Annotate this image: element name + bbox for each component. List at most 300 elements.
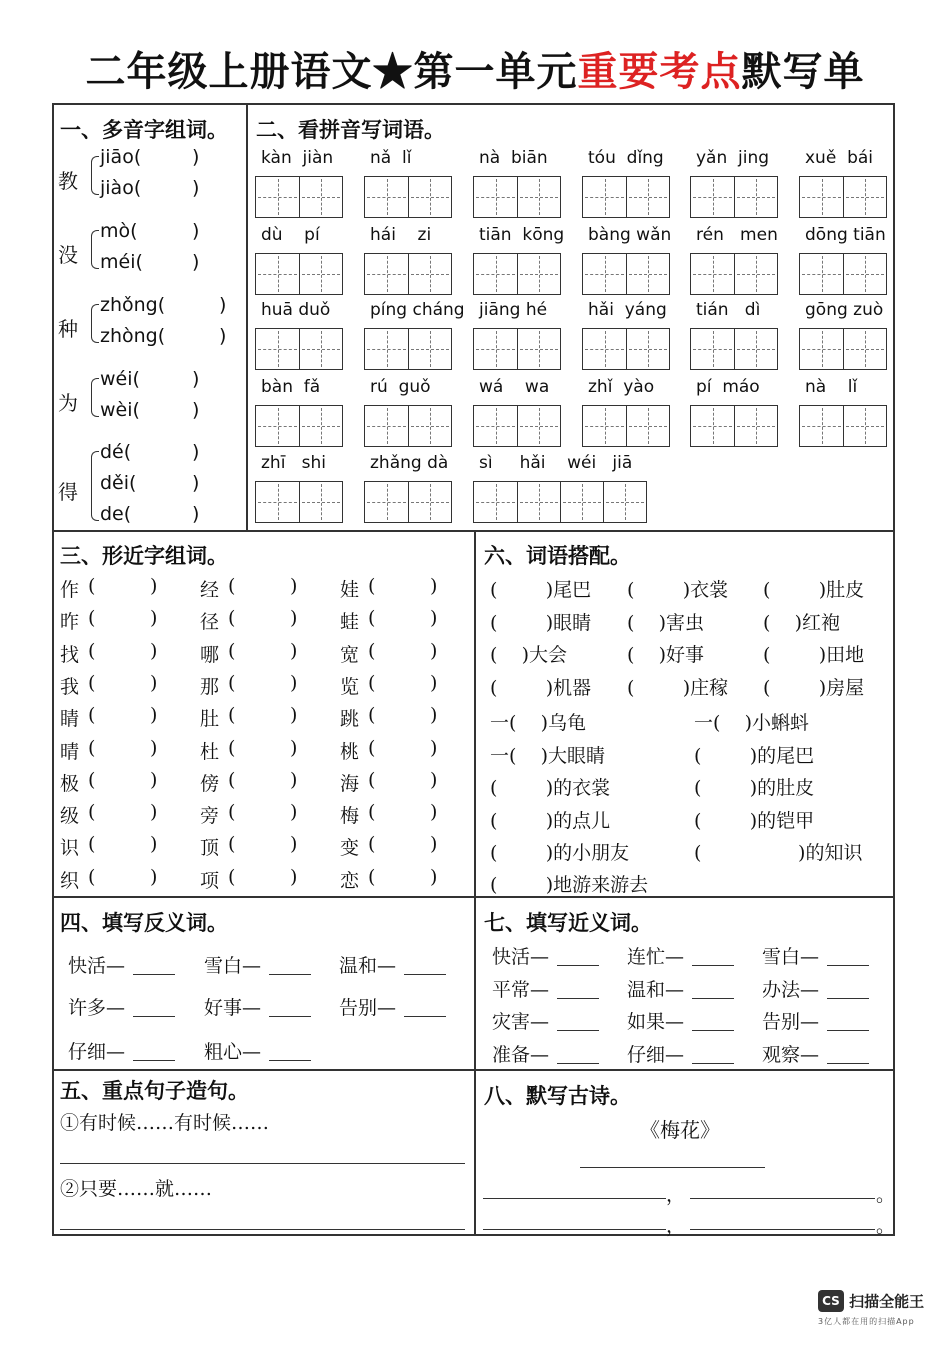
- paren-close: ): [430, 575, 438, 597]
- grid-cell[interactable]: [517, 254, 560, 294]
- synonym-word: 雪白—: [762, 946, 820, 968]
- grid-cell[interactable]: [256, 254, 299, 294]
- writing-grid[interactable]: [473, 481, 647, 523]
- paren-open: (: [228, 801, 236, 824]
- grid-cell[interactable]: [474, 406, 517, 446]
- similar-char: 织: [60, 869, 80, 892]
- paren-open: (: [228, 671, 236, 694]
- antonym-word: 告别—: [339, 997, 397, 1019]
- watermark-subtitle: 3亿人都在用的扫描App: [818, 1317, 915, 1326]
- grid-cell[interactable]: [299, 406, 342, 446]
- paren-open: (: [228, 704, 236, 727]
- antonym-word: 温和—: [339, 955, 397, 977]
- paren-open: (: [368, 575, 376, 597]
- paren-open: (: [228, 736, 236, 759]
- similar-char: 找: [60, 643, 80, 666]
- divider: [474, 530, 476, 1235]
- similar-char: 旁: [200, 805, 220, 828]
- grid-cell[interactable]: [517, 406, 560, 446]
- reading-close: ): [192, 220, 200, 242]
- grid-cell[interactable]: [800, 329, 843, 369]
- grid-cell[interactable]: [474, 177, 517, 217]
- match-item: ( )的小朋友: [490, 842, 630, 864]
- paren-open: (: [228, 639, 236, 662]
- similar-char: 杜: [200, 740, 220, 763]
- pinyin-label: kàn jiàn: [261, 148, 334, 168]
- synonym-word: 温和—: [627, 978, 685, 1001]
- antonym-blank[interactable]: [269, 974, 311, 975]
- writing-grid[interactable]: [799, 405, 887, 447]
- synonym-blank[interactable]: [692, 965, 734, 966]
- reading-label: jiāo(: [100, 146, 142, 168]
- pinyin-label: huā duǒ: [261, 300, 331, 320]
- antonym-blank[interactable]: [269, 1016, 311, 1017]
- scanner-watermark: [818, 1290, 924, 1327]
- antonym-blank[interactable]: [269, 1060, 311, 1061]
- divider: [246, 105, 248, 530]
- paren-close: ): [430, 607, 438, 630]
- grid-cell[interactable]: [691, 177, 734, 217]
- similar-char: 项: [200, 869, 220, 892]
- paren-close: ): [290, 671, 298, 694]
- pinyin-label: tóu dǐng: [588, 148, 664, 168]
- paren-open: (: [228, 865, 236, 888]
- grid-cell[interactable]: [517, 329, 560, 369]
- pinyin-label: tián dì: [696, 300, 761, 320]
- grid-cell[interactable]: [365, 482, 408, 522]
- antonym-blank[interactable]: [133, 974, 175, 975]
- match-item: 一( )小蝌蚪: [694, 712, 809, 734]
- grid-cell[interactable]: [299, 254, 342, 294]
- writing-grid[interactable]: [690, 176, 778, 218]
- grid-cell[interactable]: [408, 329, 451, 369]
- writing-grid[interactable]: [255, 176, 343, 218]
- pinyin-label: pí máo: [696, 377, 760, 397]
- synonym-blank[interactable]: [827, 1030, 869, 1031]
- poem-title: 《梅花》: [640, 1118, 720, 1142]
- grid-cell[interactable]: [517, 177, 560, 217]
- paren-open: (: [368, 736, 376, 759]
- pinyin-label: bàng wǎn: [588, 225, 672, 245]
- grid-cell[interactable]: [299, 329, 342, 369]
- pinyin-label: rén men: [696, 225, 778, 245]
- paren-open: (: [88, 768, 96, 791]
- section-heading: 六、词语搭配。: [484, 543, 631, 568]
- grid-cell[interactable]: [256, 329, 299, 369]
- section-heading: 一、多音字组词。: [60, 117, 228, 142]
- synonym-blank[interactable]: [827, 998, 869, 999]
- paren-close: ): [290, 865, 298, 888]
- poem-period: 。: [876, 1184, 896, 1206]
- pinyin-label: tiān kōng: [479, 225, 565, 245]
- paren-open: (: [368, 671, 376, 694]
- reading-close: ): [219, 325, 227, 347]
- divider: [54, 1069, 894, 1071]
- brace-icon: [91, 304, 99, 343]
- poem-line[interactable]: [580, 1167, 765, 1168]
- grid-cell[interactable]: [408, 254, 451, 294]
- reading-label: de(: [100, 503, 132, 525]
- antonym-blank[interactable]: [404, 974, 446, 975]
- match-item: ( )害虫: [627, 611, 704, 634]
- similar-char: 宽: [340, 643, 360, 666]
- reading-close: ): [192, 146, 200, 168]
- paren-close: ): [150, 768, 158, 791]
- section-heading: 七、填写近义词。: [484, 910, 652, 935]
- reading-close: ): [192, 399, 200, 421]
- polyphone-char: 教: [58, 169, 78, 193]
- pinyin-label: zhī shi: [261, 453, 326, 473]
- writing-grid[interactable]: [473, 405, 561, 447]
- divider: [54, 896, 894, 898]
- paren-close: ): [150, 639, 158, 662]
- writing-grid[interactable]: [582, 328, 670, 370]
- grid-cell[interactable]: [256, 406, 299, 446]
- match-item: ( )红袍: [763, 611, 840, 634]
- poem-line[interactable]: [690, 1229, 875, 1230]
- page-title: 二年级上册语文★第一单元重要考点默写单: [85, 48, 865, 95]
- section-heading: 四、填写反义词。: [60, 910, 228, 935]
- writing-grid[interactable]: [364, 253, 452, 295]
- paren-close: ): [290, 833, 298, 856]
- match-item: 一( )乌龟: [490, 712, 586, 734]
- paren-open: (: [368, 639, 376, 662]
- reading-label: dé(: [100, 441, 132, 463]
- watermark-name: 扫描全能王: [849, 1292, 925, 1311]
- writing-grid[interactable]: [364, 481, 452, 523]
- grid-cell[interactable]: [691, 254, 734, 294]
- writing-grid[interactable]: [582, 176, 670, 218]
- synonym-blank[interactable]: [557, 1063, 599, 1064]
- synonym-word: 如果—: [627, 1011, 685, 1033]
- paren-close: ): [430, 865, 438, 888]
- similar-char: 我: [60, 675, 80, 698]
- match-item: ( )田地: [763, 644, 865, 666]
- paren-open: (: [368, 801, 376, 824]
- section-heading: 二、看拼音写词语。: [256, 117, 445, 142]
- match-item: ( )肚皮: [763, 579, 865, 601]
- pinyin-label: xuě bái: [805, 148, 874, 168]
- reading-label: zhǒng(: [100, 294, 166, 316]
- pinyin-label: zhǎng dà: [370, 453, 449, 473]
- polyphone-char: 没: [58, 243, 78, 267]
- synonym-word: 平常—: [492, 978, 550, 1001]
- paren-close: ): [430, 736, 438, 759]
- synonym-blank[interactable]: [557, 1030, 599, 1031]
- grid-cell[interactable]: [408, 406, 451, 446]
- paren-open: (: [88, 607, 96, 630]
- grid-cell[interactable]: [474, 482, 517, 522]
- pinyin-label: nà lǐ: [805, 377, 858, 397]
- similar-char: 那: [200, 675, 220, 698]
- antonym-word: 好事—: [204, 997, 262, 1019]
- paren-open: (: [88, 865, 96, 888]
- writing-grid[interactable]: [582, 253, 670, 295]
- grid-cell[interactable]: [734, 406, 777, 446]
- similar-char: 睛: [60, 708, 80, 731]
- similar-char: 经: [200, 579, 220, 601]
- section-heading: 五、重点句子造句。: [60, 1078, 249, 1103]
- poem-line[interactable]: [690, 1198, 875, 1199]
- paren-open: (: [88, 671, 96, 694]
- paren-close: ): [430, 704, 438, 727]
- writing-grid[interactable]: [799, 176, 887, 218]
- paren-open: (: [228, 607, 236, 630]
- pinyin-label: hái zi: [370, 225, 432, 245]
- similar-char: 恋: [340, 869, 360, 892]
- reading-label: méi(: [100, 251, 143, 273]
- writing-grid[interactable]: [255, 328, 343, 370]
- similar-char: 览: [340, 675, 360, 698]
- grid-cell[interactable]: [626, 177, 669, 217]
- grid-cell[interactable]: [583, 254, 626, 294]
- synonym-word: 仔细—: [627, 1043, 685, 1066]
- grid-cell[interactable]: [626, 406, 669, 446]
- grid-cell[interactable]: [299, 177, 342, 217]
- match-item: ( )大会: [490, 644, 567, 666]
- synonym-blank[interactable]: [692, 1063, 734, 1064]
- paren-close: ): [430, 801, 438, 824]
- grid-cell[interactable]: [408, 177, 451, 217]
- grid-cell[interactable]: [843, 177, 886, 217]
- writing-grid[interactable]: [255, 253, 343, 295]
- pinyin-label: wá wa: [479, 377, 550, 397]
- grid-cell[interactable]: [560, 482, 603, 522]
- grid-cell[interactable]: [474, 329, 517, 369]
- writing-grid[interactable]: [364, 405, 452, 447]
- writing-grid[interactable]: [799, 253, 887, 295]
- section-heading: 三、形近字组词。: [60, 543, 228, 568]
- grid-cell[interactable]: [734, 329, 777, 369]
- reading-close: ): [192, 177, 200, 199]
- poem-comma: ，: [666, 1184, 686, 1206]
- synonym-blank[interactable]: [827, 965, 869, 966]
- paren-close: ): [290, 736, 298, 759]
- similar-char: 极: [60, 772, 80, 795]
- paren-close: ): [430, 639, 438, 662]
- antonym-blank[interactable]: [404, 1016, 446, 1017]
- pinyin-label: hǎi yáng: [588, 300, 667, 320]
- match-item: ( )的点儿: [490, 809, 611, 832]
- paren-close: ): [150, 833, 158, 856]
- similar-char: 傍: [200, 772, 220, 795]
- similar-char: 径: [200, 611, 220, 634]
- match-item: ( )衣裳: [627, 579, 729, 601]
- match-item: ( )的肚皮: [694, 777, 815, 799]
- synonym-blank[interactable]: [692, 998, 734, 999]
- grid-cell[interactable]: [843, 406, 886, 446]
- match-item: ( )机器: [490, 676, 592, 699]
- grid-cell[interactable]: [734, 177, 777, 217]
- antonym-blank[interactable]: [133, 1060, 175, 1061]
- similar-char: 肚: [200, 708, 220, 731]
- grid-cell[interactable]: [583, 406, 626, 446]
- pinyin-label: gōng zuò: [805, 300, 884, 320]
- writing-grid[interactable]: [364, 328, 452, 370]
- similar-char: 作: [60, 579, 80, 601]
- synonym-word: 告别—: [762, 1011, 820, 1033]
- grid-cell[interactable]: [843, 254, 886, 294]
- grid-cell[interactable]: [626, 329, 669, 369]
- similar-char: 晴: [60, 740, 80, 763]
- brace-icon: [91, 451, 99, 521]
- writing-grid[interactable]: [473, 176, 561, 218]
- match-item: ( )的尾巴: [694, 744, 815, 767]
- answer-line[interactable]: [60, 1163, 465, 1164]
- brace-icon: [91, 156, 99, 195]
- camscanner-logo: CS: [818, 1290, 844, 1312]
- paren-open: (: [228, 575, 236, 597]
- antonym-word: 快活—: [68, 955, 126, 977]
- grid-cell[interactable]: [691, 406, 734, 446]
- paren-open: (: [88, 833, 96, 856]
- grid-cell[interactable]: [583, 329, 626, 369]
- paren-close: ): [430, 768, 438, 791]
- grid-cell[interactable]: [800, 254, 843, 294]
- paren-close: ): [430, 833, 438, 856]
- reading-label: mò(: [100, 220, 138, 242]
- grid-cell[interactable]: [843, 329, 886, 369]
- paren-close: ): [150, 801, 158, 824]
- paren-open: (: [88, 575, 96, 597]
- reading-label: wèi(: [100, 399, 140, 421]
- synonym-word: 办法—: [762, 978, 820, 1001]
- answer-line[interactable]: [60, 1229, 465, 1230]
- match-item: ( )的衣裳: [490, 777, 611, 799]
- paren-open: (: [88, 704, 96, 727]
- grid-cell[interactable]: [583, 177, 626, 217]
- reading-label: wéi(: [100, 368, 140, 390]
- writing-grid[interactable]: [255, 481, 343, 523]
- match-item: ( )的知识: [694, 842, 863, 864]
- antonym-word: 许多—: [68, 997, 126, 1019]
- paren-open: (: [228, 833, 236, 856]
- paren-open: (: [88, 801, 96, 824]
- grid-cell[interactable]: [256, 482, 299, 522]
- pinyin-label: yǎn jing: [696, 148, 770, 168]
- grid-cell[interactable]: [365, 329, 408, 369]
- pinyin-label: rú guǒ: [370, 377, 431, 397]
- match-item: ( )尾巴: [490, 579, 592, 601]
- match-item: ( )地游来游去: [490, 874, 649, 896]
- reading-close: ): [192, 503, 200, 525]
- paren-close: ): [290, 575, 298, 597]
- writing-grid[interactable]: [255, 405, 343, 447]
- pinyin-label: zhǐ yào: [588, 377, 655, 397]
- poem-line[interactable]: [483, 1229, 666, 1230]
- paren-close: ): [150, 575, 158, 597]
- polyphone-char: 为: [58, 391, 78, 415]
- writing-grid[interactable]: [473, 253, 561, 295]
- antonym-word: 雪白—: [204, 955, 262, 977]
- poem-comma: ，: [666, 1215, 686, 1237]
- grid-cell[interactable]: [626, 254, 669, 294]
- synonym-word: 观察—: [762, 1043, 820, 1066]
- grid-cell[interactable]: [691, 329, 734, 369]
- poem-line[interactable]: [483, 1198, 666, 1199]
- paren-close: ): [150, 671, 158, 694]
- pinyin-label: píng cháng: [370, 300, 465, 320]
- section-heading: 八、默写古诗。: [484, 1083, 631, 1108]
- antonym-word: 粗心—: [204, 1041, 262, 1063]
- reading-close: ): [219, 294, 227, 316]
- grid-cell[interactable]: [365, 254, 408, 294]
- writing-grid[interactable]: [690, 253, 778, 295]
- sentence-prompt: ②只要……就……: [60, 1178, 213, 1200]
- writing-grid[interactable]: [690, 405, 778, 447]
- similar-char: 梅: [340, 805, 360, 828]
- match-item: ( )眼睛: [490, 611, 592, 634]
- similar-char: 海: [340, 772, 360, 795]
- pinyin-label: nà biān: [479, 148, 548, 168]
- grid-cell[interactable]: [800, 406, 843, 446]
- paren-close: ): [290, 639, 298, 662]
- grid-cell[interactable]: [299, 482, 342, 522]
- match-item: 一( )大眼睛: [490, 744, 605, 767]
- grid-cell[interactable]: [517, 482, 560, 522]
- brace-icon: [91, 230, 99, 269]
- reading-label: děi(: [100, 472, 137, 494]
- writing-grid[interactable]: [582, 405, 670, 447]
- paren-open: (: [368, 833, 376, 856]
- similar-char: 识: [60, 837, 80, 860]
- paren-close: ): [290, 801, 298, 824]
- reading-label: jiào(: [100, 177, 142, 199]
- paren-open: (: [368, 865, 376, 888]
- paren-close: ): [150, 607, 158, 630]
- paren-close: ): [150, 704, 158, 727]
- grid-cell[interactable]: [474, 254, 517, 294]
- paren-close: ): [290, 607, 298, 630]
- writing-grid[interactable]: [364, 176, 452, 218]
- synonym-blank[interactable]: [557, 998, 599, 999]
- match-item: ( )房屋: [763, 676, 865, 699]
- reading-close: ): [192, 441, 200, 463]
- grid-cell[interactable]: [734, 254, 777, 294]
- similar-char: 变: [340, 837, 360, 860]
- reading-label: zhòng(: [100, 325, 166, 347]
- synonym-blank[interactable]: [827, 1063, 869, 1064]
- writing-grid[interactable]: [690, 328, 778, 370]
- paren-open: (: [368, 607, 376, 630]
- synonym-word: 灾害—: [492, 1011, 550, 1033]
- grid-cell[interactable]: [800, 177, 843, 217]
- grid-cell[interactable]: [408, 482, 451, 522]
- sentence-prompt: ①有时候……有时候……: [60, 1112, 270, 1134]
- paren-open: (: [88, 736, 96, 759]
- grid-cell[interactable]: [256, 177, 299, 217]
- paren-close: ): [290, 704, 298, 727]
- grid-cell[interactable]: [603, 482, 646, 522]
- paren-open: (: [88, 639, 96, 662]
- similar-char: 跳: [340, 708, 360, 731]
- writing-grid[interactable]: [473, 328, 561, 370]
- pinyin-label: sì hǎi wéi jiā: [479, 453, 633, 473]
- antonym-blank[interactable]: [133, 1016, 175, 1017]
- synonym-blank[interactable]: [692, 1030, 734, 1031]
- pinyin-label: nǎ lǐ: [370, 148, 412, 168]
- writing-grid[interactable]: [799, 328, 887, 370]
- brace-icon: [91, 378, 99, 417]
- paren-close: ): [150, 865, 158, 888]
- polyphone-char: 得: [58, 479, 78, 504]
- synonym-blank[interactable]: [557, 965, 599, 966]
- match-item: ( )好事: [627, 644, 704, 666]
- reading-close: ): [192, 472, 200, 494]
- grid-cell[interactable]: [365, 406, 408, 446]
- grid-cell[interactable]: [365, 177, 408, 217]
- paren-close: ): [150, 736, 158, 759]
